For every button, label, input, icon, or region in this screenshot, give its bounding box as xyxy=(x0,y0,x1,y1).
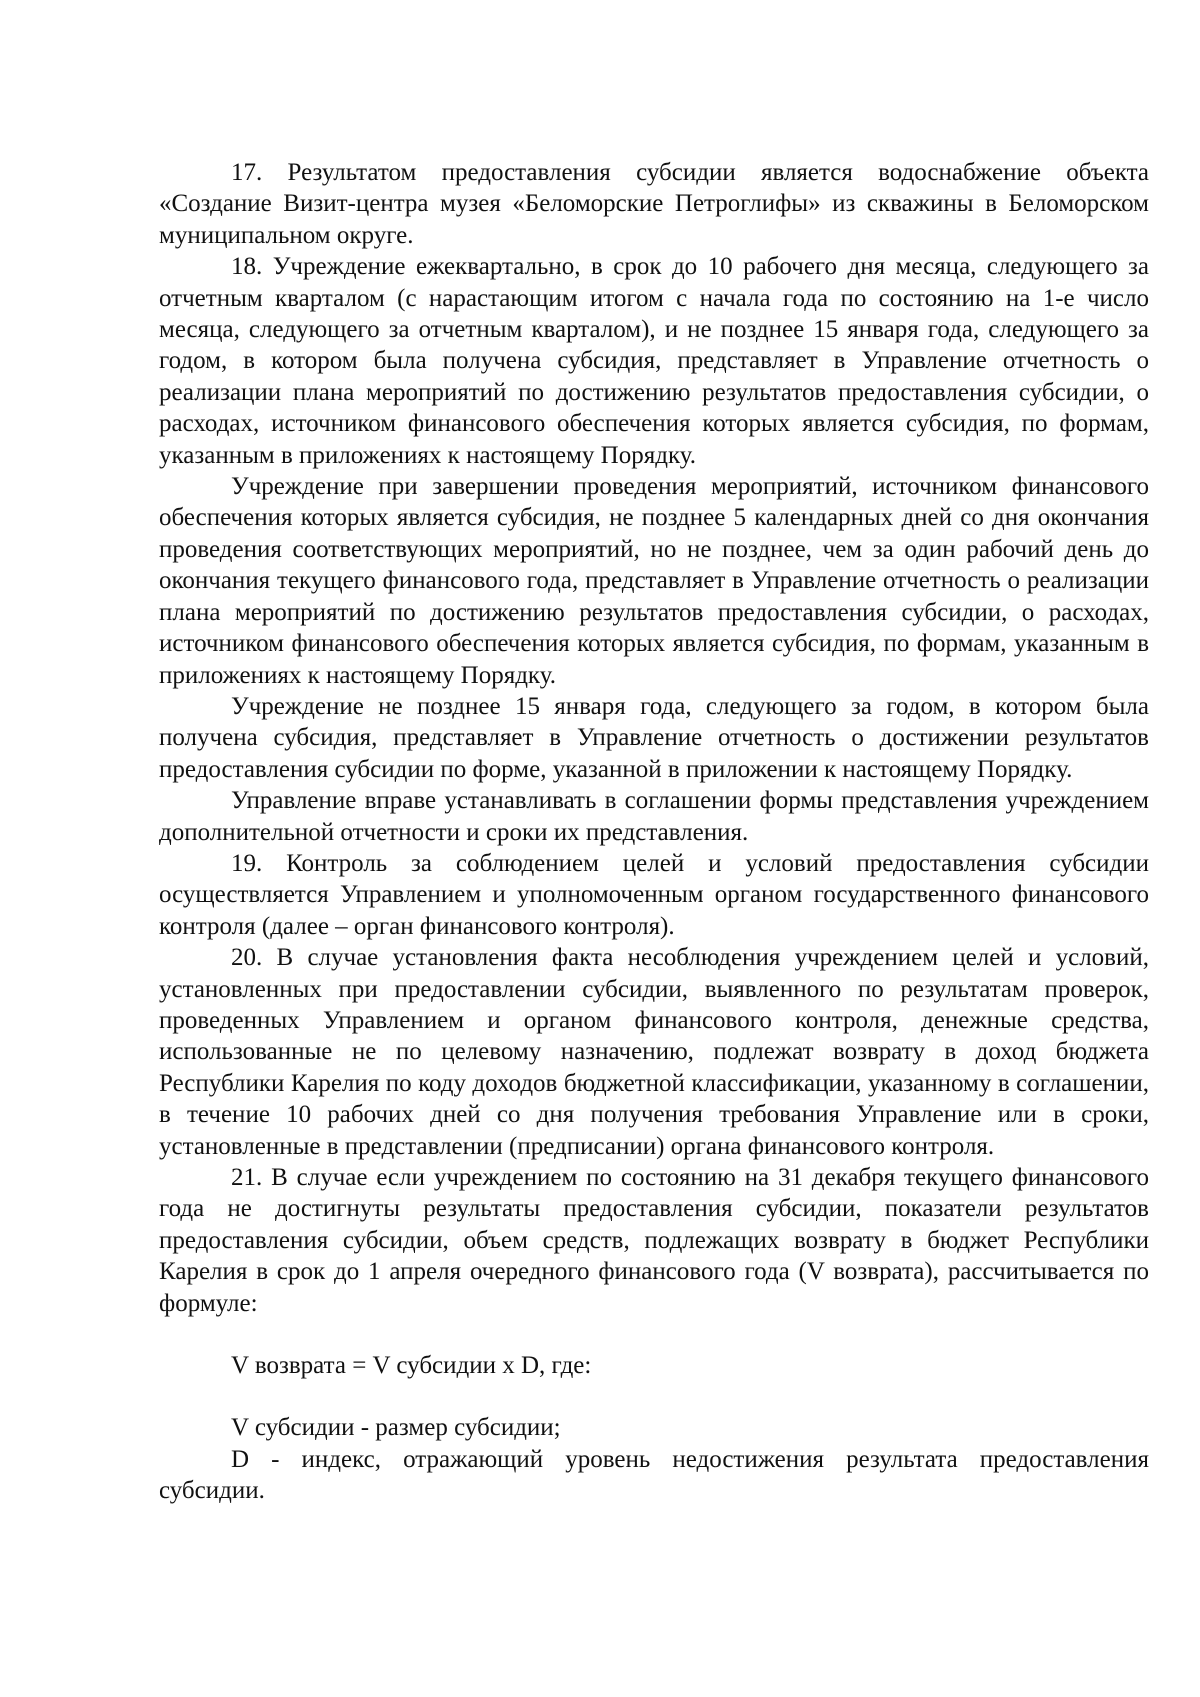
paragraph-17: 17. Результатом предоставления субсидии является водоснабжение объекта «Создание Визит-центра музея «Беломорские Петроглифы» из скважины в Беломорском муниципальном округе. xyxy=(159,159,1149,249)
paragraph-21: 21. В случае если учреждением по состоянию на 31 декабря текущего финансового года не достигнуты результаты предоставления субсидии, показатели результатов предоставления субсидии, объем средств, подлежащих возврату в бюджет Республики Карелия в срок до 1 апреля очередного финансового года (V возврата), рассчитывается по формуле: xyxy=(159,1164,1149,1317)
paragraph-18-completion: Учреждение при завершении проведения мероприятий, источником финансового обеспечения которых является субсидия, не позднее 5 календарных дней со дня окончания проведения соответствующих мероприятий, но не позднее, чем за один рабочий день до окончания текущего финансового года, представляет в Управление отчетность о реализации плана мероприятий по достижению результатов предоставления субсидии, о расходах, источником финансового обеспечения которых является субсидия, по формам, указанным в приложениях к настоящему Порядку. xyxy=(159,473,1149,689)
paragraph-18: 18. Учреждение ежеквартально, в срок до 10 рабочего дня месяца, следующего за отчетным кварталом (с нарастающим итогом с начала года по состоянию на 1-е число месяца, следующего за отчетным кварталом), и не позднее 15 января года, следующего за годом, в котором была получена субсидия, представляет в Управление отчетность о реализации плана мероприятий по достижению результатов предоставления субсидии, о расходах, источником финансового обеспечения которых является субсидия, по формам, указанным в приложениях к настоящему Порядку. xyxy=(159,253,1149,469)
paragraph-19: 19. Контроль за соблюдением целей и условий предоставления субсидии осуществляется Управлением и уполномоченным органом государственного финансового контроля (далее – орган финансового контроля). xyxy=(159,849,1149,940)
definition-d-index: D - индекс, отражающий уровень недостижения результата предоставления субсидии. xyxy=(159,1445,1149,1505)
refund-formula: V возврата = V субсидии x D, где: xyxy=(231,1352,592,1380)
paragraph-20: 20. В случае установления факта несоблюдения учреждением целей и условий, установленных при предоставлении субсидии, выявленного по результатам проверок, проведенных Управлением и органом финансового контроля, денежные средства, использованные не по целевому назначению, подлежат возврату в доход бюджета Республики Карелия по коду доходов бюджетной классификации, указанному в соглашении, в течение 10 рабочих дней со дня получения требования Управление или в сроки, установленные в представлении (предписании) органа финансового контроля. xyxy=(159,944,1149,1160)
paragraph-18-annual: Учреждение не позднее 15 января года, следующего за годом, в котором была получена субсидия, представляет в Управление отчетность о достижении результатов предоставления субсидии по форме, указанной в приложении к настоящему Порядку. xyxy=(159,692,1149,783)
definition-v-subsidy: V субсидии - размер субсидии; xyxy=(231,1414,561,1442)
document-page xyxy=(159,157,1149,1507)
paragraph-18-additional: Управление вправе устанавливать в соглашении формы представления учреждением дополнительной отчетности и сроки их представления. xyxy=(159,787,1149,846)
